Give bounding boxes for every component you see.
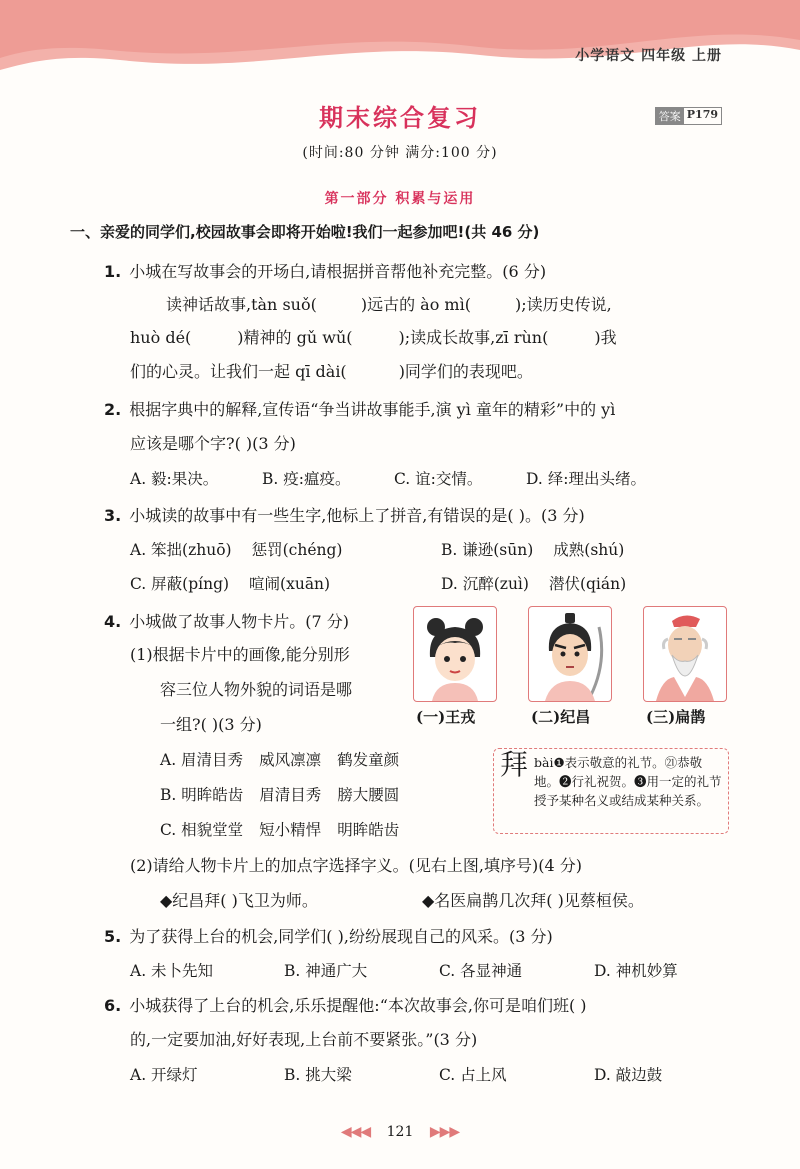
page-title: 期末综合复习	[319, 104, 481, 132]
answer-badge-page: P179	[686, 108, 718, 121]
question-stem: 小城读的故事中有一些生字,他标上了拼音,有错误的是( )。(3 分)	[129, 506, 585, 525]
q6-stem-line-2: 的,一定要加油,好好表现,上台前不要紧张。”(3 分)	[130, 1030, 478, 1049]
q1-text: )我	[594, 328, 617, 347]
q3-word: 成熟(shú)	[553, 541, 625, 559]
dictionary-entry-box	[493, 748, 729, 834]
character-card-wangrong	[413, 606, 497, 702]
question-number: 2.	[104, 400, 122, 419]
archer-portrait-icon	[529, 607, 611, 701]
q1-text: );读成长故事,zī rùn(	[398, 328, 549, 347]
dictionary-char: 拜	[500, 748, 529, 781]
q3-word: A. 笨拙(zhuō)	[130, 541, 232, 559]
q4-option-a[interactable]	[160, 748, 399, 770]
right-arrows-icon: ▶▶▶	[429, 1124, 460, 1140]
question-6	[104, 993, 587, 1016]
question-stem: 小城获得了上台的机会,乐乐提醒他:“本次故事会,你可是咱们班( )	[129, 996, 587, 1015]
q2-option-c[interactable]: C. 谊:交情。	[394, 470, 483, 488]
answer-badge	[655, 107, 722, 125]
page-number: 121	[386, 1124, 414, 1140]
q6-option-c[interactable]: C. 占上风	[439, 1066, 507, 1084]
q5-option-a[interactable]: A. 未卜先知	[130, 962, 214, 980]
question-1	[104, 259, 546, 282]
q1-text: huò dé(	[130, 328, 192, 347]
question-stem: 小城做了故事人物卡片。(7 分)	[129, 612, 349, 631]
q3-word: B. 谦逊(sūn)	[441, 541, 534, 559]
card-caption-1: (一)王戎	[416, 708, 476, 726]
q3-word: 喧闹(xuān)	[249, 575, 331, 593]
header-wave-band	[0, 0, 800, 80]
q3-option-c[interactable]	[130, 572, 330, 594]
question-stem: 小城在写故事会的开场白,请根据拼音帮他补充完整。(6 分)	[129, 262, 547, 281]
q4-sub2: (2)请给人物卡片上的加点字选择字义。(见右上图,填序号)(4 分)	[130, 856, 582, 875]
q6-option-d[interactable]: D. 敲边鼓	[594, 1066, 663, 1084]
question-stem: 根据字典中的解释,宣传语“争当讲故事能手,演 yì 童年的精彩”中的 yì	[129, 400, 616, 419]
q4-word: 鹤发童颜	[337, 751, 400, 769]
q1-text: 们的心灵。让我们一起 qī dài(	[130, 362, 347, 381]
q1-text: )同学们的表现吧。	[398, 362, 533, 381]
part-title: 第一部分 积累与运用	[324, 191, 476, 207]
q4-word: A. 眉清目秀	[160, 751, 244, 769]
question-stem: 为了获得上台的机会,同学们( ),纷纷展现自己的风采。(3 分)	[129, 927, 553, 946]
q1-line-2	[130, 325, 617, 348]
exam-time-score: (时间:80 分钟 满分:100 分)	[302, 145, 498, 161]
q1-text: 读神话故事,tàn suǒ(	[166, 295, 317, 314]
q2-option-b[interactable]: B. 疫:瘟疫。	[262, 470, 351, 488]
left-arrows-icon: ◀◀◀	[340, 1124, 371, 1140]
question-number: 6.	[104, 996, 122, 1015]
elder-portrait-icon	[644, 607, 726, 701]
question-4	[104, 609, 349, 632]
page-footer	[0, 1124, 800, 1140]
q2-stem-line-2: 应该是哪个字?( )(3 分)	[130, 434, 296, 453]
character-card-bianque	[643, 606, 727, 702]
question-3	[104, 503, 585, 526]
q5-option-c[interactable]: C. 各显神通	[439, 962, 523, 980]
question-5	[104, 924, 553, 947]
q3-word: 潜伏(qián)	[548, 575, 627, 593]
q4-word: 眉清目秀	[259, 786, 322, 804]
card-caption-3: (三)扁鹊	[646, 708, 706, 726]
q4-word: 明眸皓齿	[337, 821, 400, 839]
q3-word: 惩罚(chéng)	[251, 541, 343, 559]
q2-option-d[interactable]: D. 绎:理出头绪。	[526, 470, 646, 488]
q5-option-b[interactable]: B. 神通广大	[284, 962, 368, 980]
q3-option-a[interactable]	[130, 538, 342, 560]
q5-option-d[interactable]: D. 神机妙算	[594, 962, 678, 980]
q4-word: 短小精悍	[259, 821, 322, 839]
q1-line-3	[130, 359, 533, 382]
q4-fill-2[interactable]: ◆名医扁鹊几次拜( )见蔡桓侯。	[422, 891, 644, 910]
girl-portrait-icon	[414, 607, 496, 701]
q4-sub1-line-3: 一组?( )(3 分)	[160, 715, 262, 734]
q4-sub1-line-2: 容三位人物外貌的词语是哪	[160, 680, 353, 699]
section-1-heading: 一、亲爱的同学们,校园故事会即将开始啦!我们一起参加吧!(共 46 分)	[70, 223, 540, 241]
subject-grade-label: 小学语文 四年级 上册	[575, 48, 722, 64]
q1-text: );读历史传说,	[514, 295, 612, 314]
question-2	[104, 397, 615, 420]
q4-option-c[interactable]	[160, 818, 399, 840]
q6-option-a[interactable]: A. 开绿灯	[130, 1066, 198, 1084]
question-number: 1.	[104, 262, 122, 281]
q4-word: B. 明眸皓齿	[160, 786, 244, 804]
q3-option-b[interactable]	[441, 538, 624, 560]
character-card-jichang	[528, 606, 612, 702]
answer-badge-label: 答案	[656, 108, 684, 124]
q4-sub1-line-1: (1)根据卡片中的画像,能分别形	[130, 645, 350, 664]
card-caption-2: (二)纪昌	[531, 708, 591, 726]
q3-word: C. 屏蔽(píng)	[130, 575, 230, 593]
q6-option-b[interactable]: B. 挑大梁	[284, 1066, 352, 1084]
q4-fill-1[interactable]: ◆纪昌拜( )飞卫为师。	[160, 891, 318, 910]
dictionary-definition: bài❶表示敬意的礼节。㉑恭敬地。❷行礼祝贺。❸用一定的礼节授予某种名义或结成某种关系。	[534, 755, 722, 808]
q4-option-b[interactable]	[160, 783, 399, 805]
q4-word: 膀大腰圆	[337, 786, 400, 804]
q1-text: )远古的 ào mì(	[360, 295, 471, 314]
q3-option-d[interactable]	[441, 572, 626, 594]
question-number: 3.	[104, 506, 122, 525]
q4-word: C. 相貌堂堂	[160, 821, 244, 839]
q1-text: )精神的 gǔ wǔ(	[237, 328, 353, 347]
question-number: 5.	[104, 927, 122, 946]
q2-option-a[interactable]: A. 毅:果决。	[130, 470, 219, 488]
q3-word: D. 沉醉(zuì)	[441, 575, 529, 593]
q1-line-1	[166, 292, 612, 315]
q4-word: 威风凛凛	[259, 751, 322, 769]
question-number: 4.	[104, 612, 122, 631]
